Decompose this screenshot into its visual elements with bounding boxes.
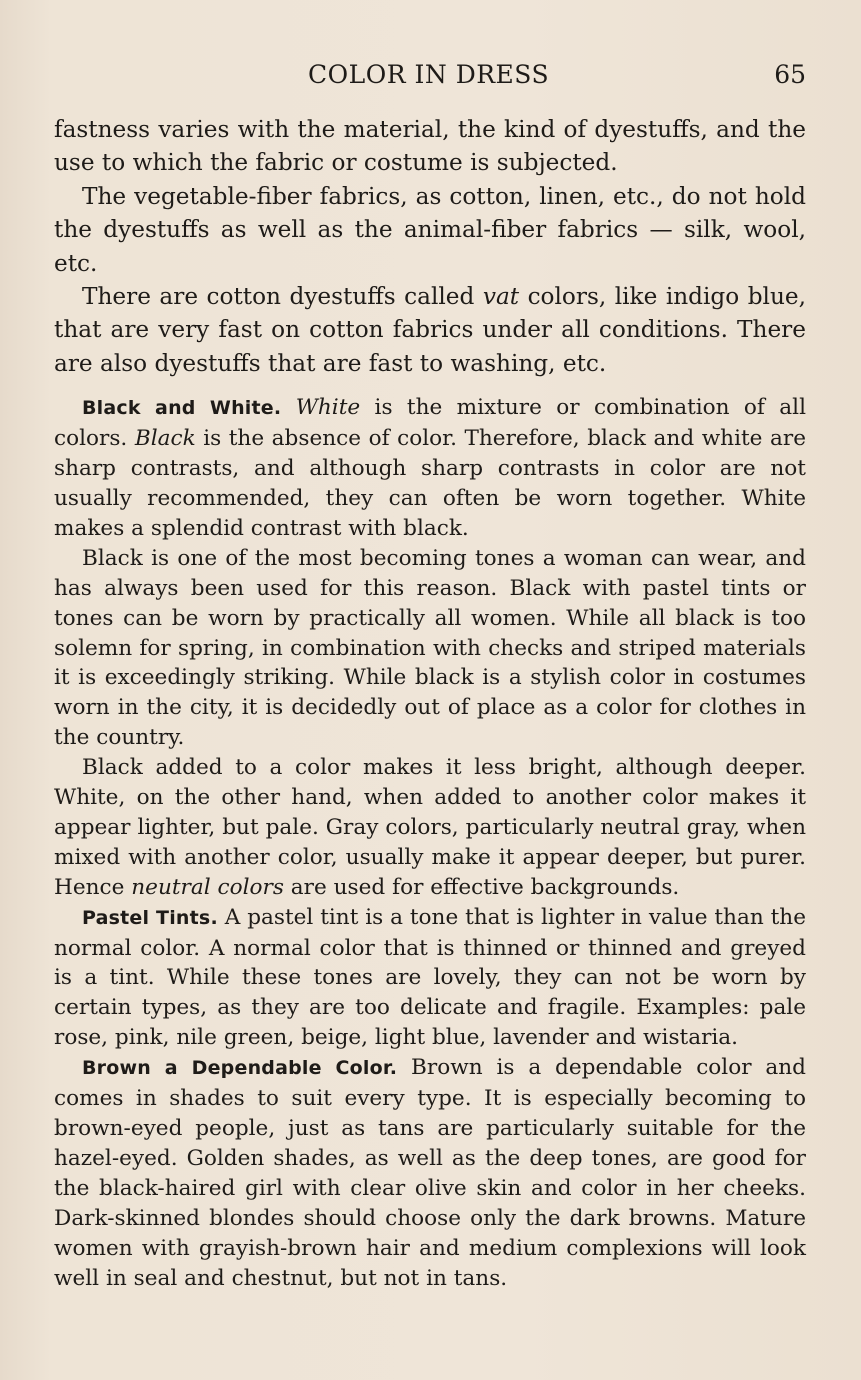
paragraph-text: A pastel tint is a tone that is lighter in value than the normal color. A normal color that is thinned or thinned and greyed is a tint. While these tones are lovely, they can not be worn by certain types, as they are too delicate and fragile. Examples: pale rose, pink, nile green, beige, light blue, lavender and wistaria. (54, 904, 806, 1051)
paragraph-pastel-tints (54, 903, 806, 1054)
paragraph-text: Black is one of the most becoming tones a woman can wear, and has always been used for this reason. Black with pastel tints or tones can be worn by practically all women. While all black is too solemn for spring, in combination with checks and striped materials it is exceedingly striking. While black is a stylish color in costumes worn in the city, it is decidedly out of place as a color for clothes in the country. (54, 545, 806, 751)
paragraph-vegetable-fiber (54, 180, 806, 280)
paragraph-vat-colors (54, 280, 806, 380)
page-number: 65 (774, 60, 806, 89)
paragraph-text: is the mixture or combination of all colors. (54, 395, 806, 452)
paragraph-text: There are cotton dyestuffs called (82, 283, 483, 311)
italic-term: vat (482, 283, 520, 311)
section-heading-pastel-tints: Pastel Tints. (82, 906, 218, 929)
italic-term: White (295, 395, 361, 421)
paragraph-black-and-white (54, 393, 806, 544)
paragraph-text: The vegetable-fiber fabrics, as cotton, linen, etc., do not hold the dyestuffs as well as the animal-fiber fabrics — silk, wool, etc. (54, 182, 806, 277)
paragraph-fastness (54, 113, 806, 180)
section-heading-brown: Brown a Dependable Color. (82, 1057, 398, 1080)
paragraph-black-becoming (54, 544, 806, 753)
paragraph-text: colors, like indigo blue, that are very fast on cotton fabrics under all conditions. There are also dyestuffs that are fast to washing, etc. (54, 283, 806, 377)
page-body (54, 113, 806, 1293)
paragraph-text: Brown is a dependable color and comes in shades to suit every type. It is especially becoming to brown-eyed people, just as tans are particularly suitable for the hazel-eyed. Golden shades, as well as the deep tones, are good for the black-haired girl with clear olive skin and color in her cheeks. Dark-skinned blondes should choose only the dark browns. Mature women with grayish-brown hair and medium complexions will look well in seal and chestnut, but not in tans. (54, 1055, 807, 1291)
paragraph-text: Black added to a color makes it less bright, although deeper. White, on the other hand, when added to another color makes it appear lighter, but pale. Gray colors, particularly neutral gray, when mixed with another color, usually make it appear deeper, but purer. Hence (54, 755, 806, 900)
paragraph-black-added (54, 753, 806, 903)
paragraph-brown (54, 1053, 806, 1293)
page-header (80, 60, 806, 94)
paragraph-text: is the absence of color. Therefore, black and white are sharp contrasts, and although sharp contrasts in color are not usually recommended, they can often be worn together. White makes a splendid contrast with black. (54, 426, 806, 541)
italic-term: neutral colors (131, 874, 284, 900)
section-heading-black-and-white: Black and White. (82, 397, 282, 420)
italic-term: Black (134, 426, 196, 452)
color-sections (54, 393, 806, 1293)
continued-section (54, 113, 806, 380)
running-head: COLOR IN DRESS (308, 60, 550, 89)
paragraph-text: fastness varies with the material, the kind of dyestuffs, and the use to which the fabric or costume is subjected. (54, 116, 806, 177)
paragraph-text: are used for effective backgrounds. (283, 874, 680, 900)
